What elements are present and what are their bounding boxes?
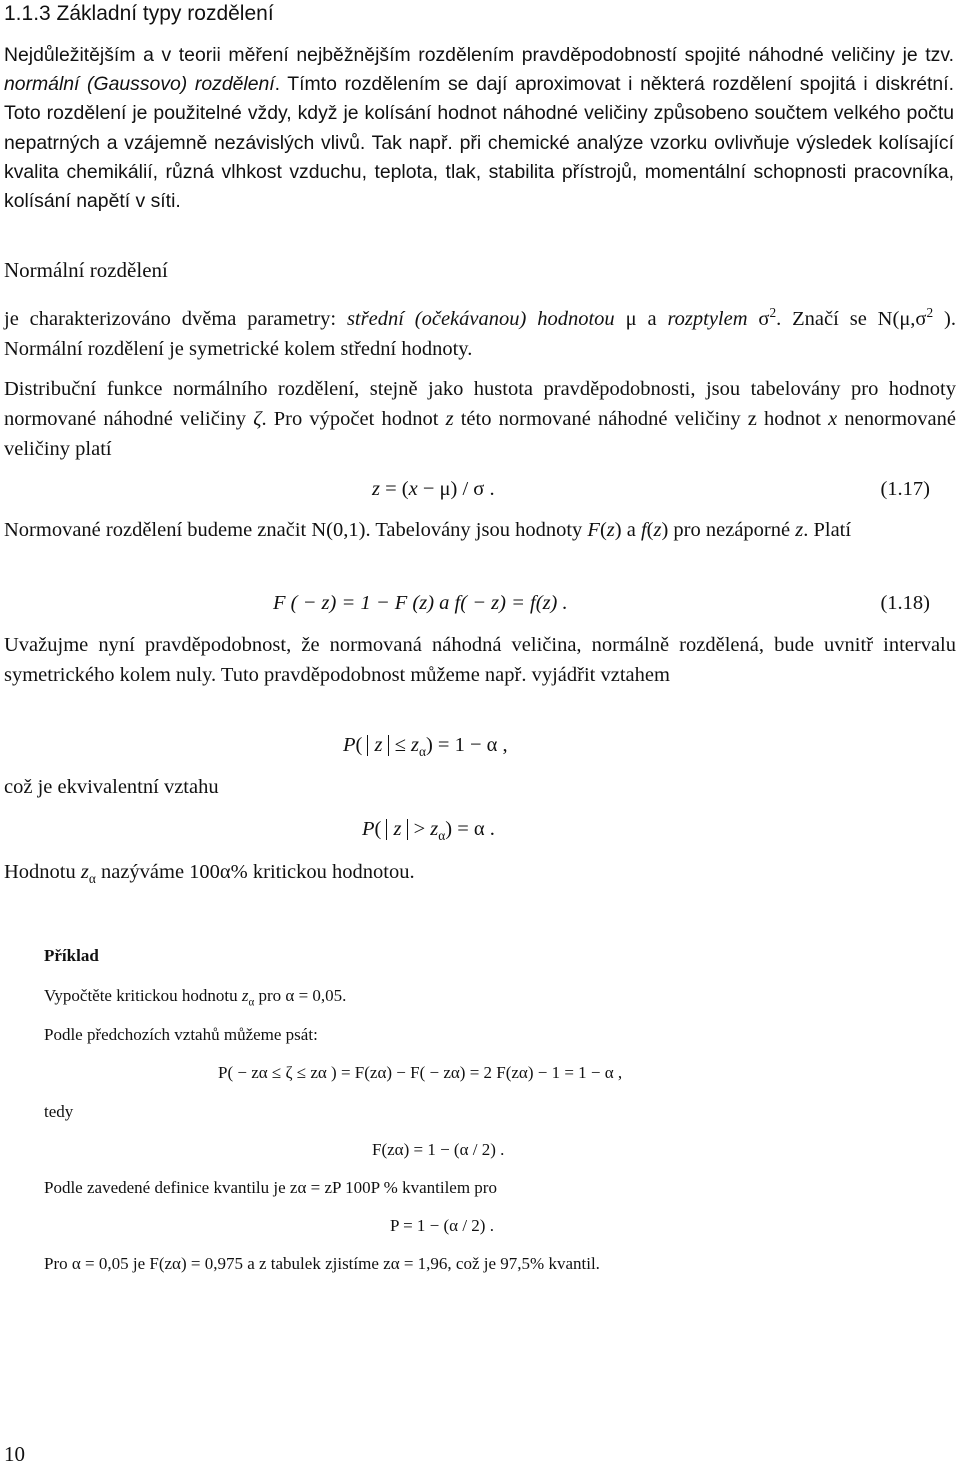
p2-sigma: σ [747, 307, 770, 330]
p4-paren-2: ( [646, 519, 654, 541]
p3-x: x [828, 408, 838, 430]
example-tedy: tedy [44, 1102, 74, 1121]
p4-z2: z [653, 519, 662, 541]
example-line-4: Pro α = 0,05 je F(zα) = 0,975 a z tabulek zjistíme zα = 1,96, což je 97,5% kvantil. [44, 1254, 600, 1273]
distribution-paragraph [4, 374, 956, 464]
eqb-alpha: α [438, 828, 446, 844]
p4-text-e: ) pro nezáporné [661, 519, 796, 541]
page-number: 10 [4, 1442, 25, 1466]
p4-text-g: . Platí [803, 519, 852, 541]
example-equation-1: P( − zα ≤ ζ ≤ zα ) = F(zα) − F( − zα) = 2 F(zα) − 1 = 1 − α , [218, 1063, 623, 1082]
eqb-gt: > [408, 818, 431, 840]
p3-text-d: nenormované veličiny platí [4, 408, 956, 460]
p3-zeta: ζ [253, 408, 262, 430]
p6-z: z [80, 861, 89, 883]
intro-text-2: . Tímto rozdělením se dají aproximovat i některá rozdělení spojitá i diskrétní. Toto rozdělení je použitelné vždy, když je kolísání hodnot náhodné veličiny způsobeno součtem velkého počtu nepatrných a vzájemně nezávislých vlivů. Tak např. při chemické analýze vzorku ovlivňuje výsledek kolísající kvalita chemikálií, různá vlhkost vzduchu, teplota, tlak, stabilita přístrojů, momentální schopnosti pracovníka, kolísání napětí v síti. [4, 73, 954, 213]
eqa-za: z [410, 734, 419, 756]
p2-text-i: ). Normální rozdělení je symetrické kolem střední hodnoty. [4, 307, 956, 360]
example-equation-2: F(zα) = 1 − (α / 2) . [372, 1140, 505, 1159]
example-line-1 [44, 986, 346, 1008]
eqa-rest: ) = 1 − α , [425, 734, 508, 756]
p4-z3: z [795, 519, 804, 541]
p4-F: F [587, 519, 600, 541]
normal-def-paragraph [4, 298, 956, 364]
p2-sup-1: 2 [769, 305, 777, 320]
ex-l1-b: pro α = 0,05. [254, 986, 347, 1005]
ex-l1-z: z [241, 986, 249, 1005]
normed-paragraph [4, 515, 956, 545]
eqb-P: P [362, 818, 375, 840]
eqb-za: z [430, 818, 439, 840]
p3-text-c: této normované náhodné veličiny z hodnot [453, 408, 829, 430]
p2-sup-2: 2 [926, 305, 934, 320]
example-title: Příklad [44, 946, 99, 965]
p3-text-a: Distribuční funkce normálního rozdělení, stejně jako hustota pravděpodobnosti, jsou tabelovány pro hodnoty normované náhodné veličiny [4, 378, 956, 430]
p2-text-g: . Značí se N(μ,σ [776, 307, 927, 330]
intro-term-normal: normální (Gaussovo) rozdělení [4, 73, 275, 96]
equation-interval-inside [343, 734, 508, 760]
eqa-alpha: α [418, 744, 426, 760]
equation-interval-outside [362, 818, 495, 844]
probability-paragraph: Uvažujme nyní pravděpodobnost, že normovaná náhodná veličina, normálně rozdělená, bude uvnitř intervalu symetrického kolem nuly. Tuto pravděpodobnost můžeme např. vyjádřit vztahem [4, 634, 956, 686]
section-heading: 1.1.3 Základní typy rozdělení [4, 2, 274, 25]
p2-term-variance: rozptylem [667, 307, 748, 330]
p4-text-c: ) a [614, 519, 641, 541]
p3-text-b: . Pro výpočet hodnot [261, 408, 446, 430]
intro-paragraph [4, 41, 954, 216]
equation-1-18: F ( − z) = 1 − F (z) a f( − z) = f(z) . [273, 592, 568, 614]
p2-term-mean: střední (očekávanou) hodnotou [346, 307, 615, 330]
p6-alpha: α [88, 871, 96, 887]
eqa-P: P [343, 734, 356, 756]
p2-text-c: μ a [614, 307, 668, 330]
p3-z: z [445, 408, 454, 430]
eqa-le: ≤ [389, 734, 411, 756]
equation-number-1-18: (1.18) [880, 592, 930, 614]
p2-text-a: je charakterizováno dvěma parametry: [4, 307, 347, 330]
p4-text-a: Normované rozdělení budeme značit N(0,1). Tabelovány jsou hodnoty [4, 519, 588, 541]
p4-z1: z [606, 519, 615, 541]
ex-l1-alpha: α [248, 996, 255, 1009]
eq117-z: z [372, 478, 380, 500]
eqb-open: ( [374, 818, 387, 840]
example-line-2: Podle předchozích vztahů můžeme psát: [44, 1025, 318, 1044]
subsection-heading: Normální rozdělení [4, 258, 168, 282]
eqa-open: ( [355, 734, 368, 756]
eq117-x: x [408, 478, 418, 500]
eqb-z: z [393, 818, 402, 840]
equation-number-1-17: (1.17) [880, 478, 930, 500]
p6-text-b: nazýváme 100α% kritickou hodnotou. [95, 861, 415, 883]
ex-l1-a: Vypočtěte kritickou hodnotu [44, 986, 242, 1005]
equivalent-text: což je ekvivalentní vztahu [4, 776, 219, 798]
eqb-abs [386, 819, 408, 840]
critical-value-text [4, 861, 415, 887]
example-line-3: Podle zavedené definice kvantilu je zα = zP 100P % kvantilem pro [44, 1178, 497, 1197]
eqb-rest: ) = α . [445, 818, 495, 840]
p6-text-a: Hodnotu [4, 861, 81, 883]
eq117-mid: = ( [379, 478, 409, 500]
eqa-z: z [374, 734, 383, 756]
eq117-rest: − μ) / σ . [417, 478, 495, 500]
intro-text-1: Nejdůležitějším a v teorii měření nejběžnějším rozdělením pravděpodobností spojité náhodné veličiny je tzv. [4, 44, 954, 66]
equation-1-17 [372, 478, 495, 501]
p4-f: f [640, 519, 647, 541]
example-equation-3: P = 1 − (α / 2) . [390, 1216, 494, 1235]
eqa-abs [367, 735, 389, 756]
p4-paren-1: ( [599, 519, 607, 541]
